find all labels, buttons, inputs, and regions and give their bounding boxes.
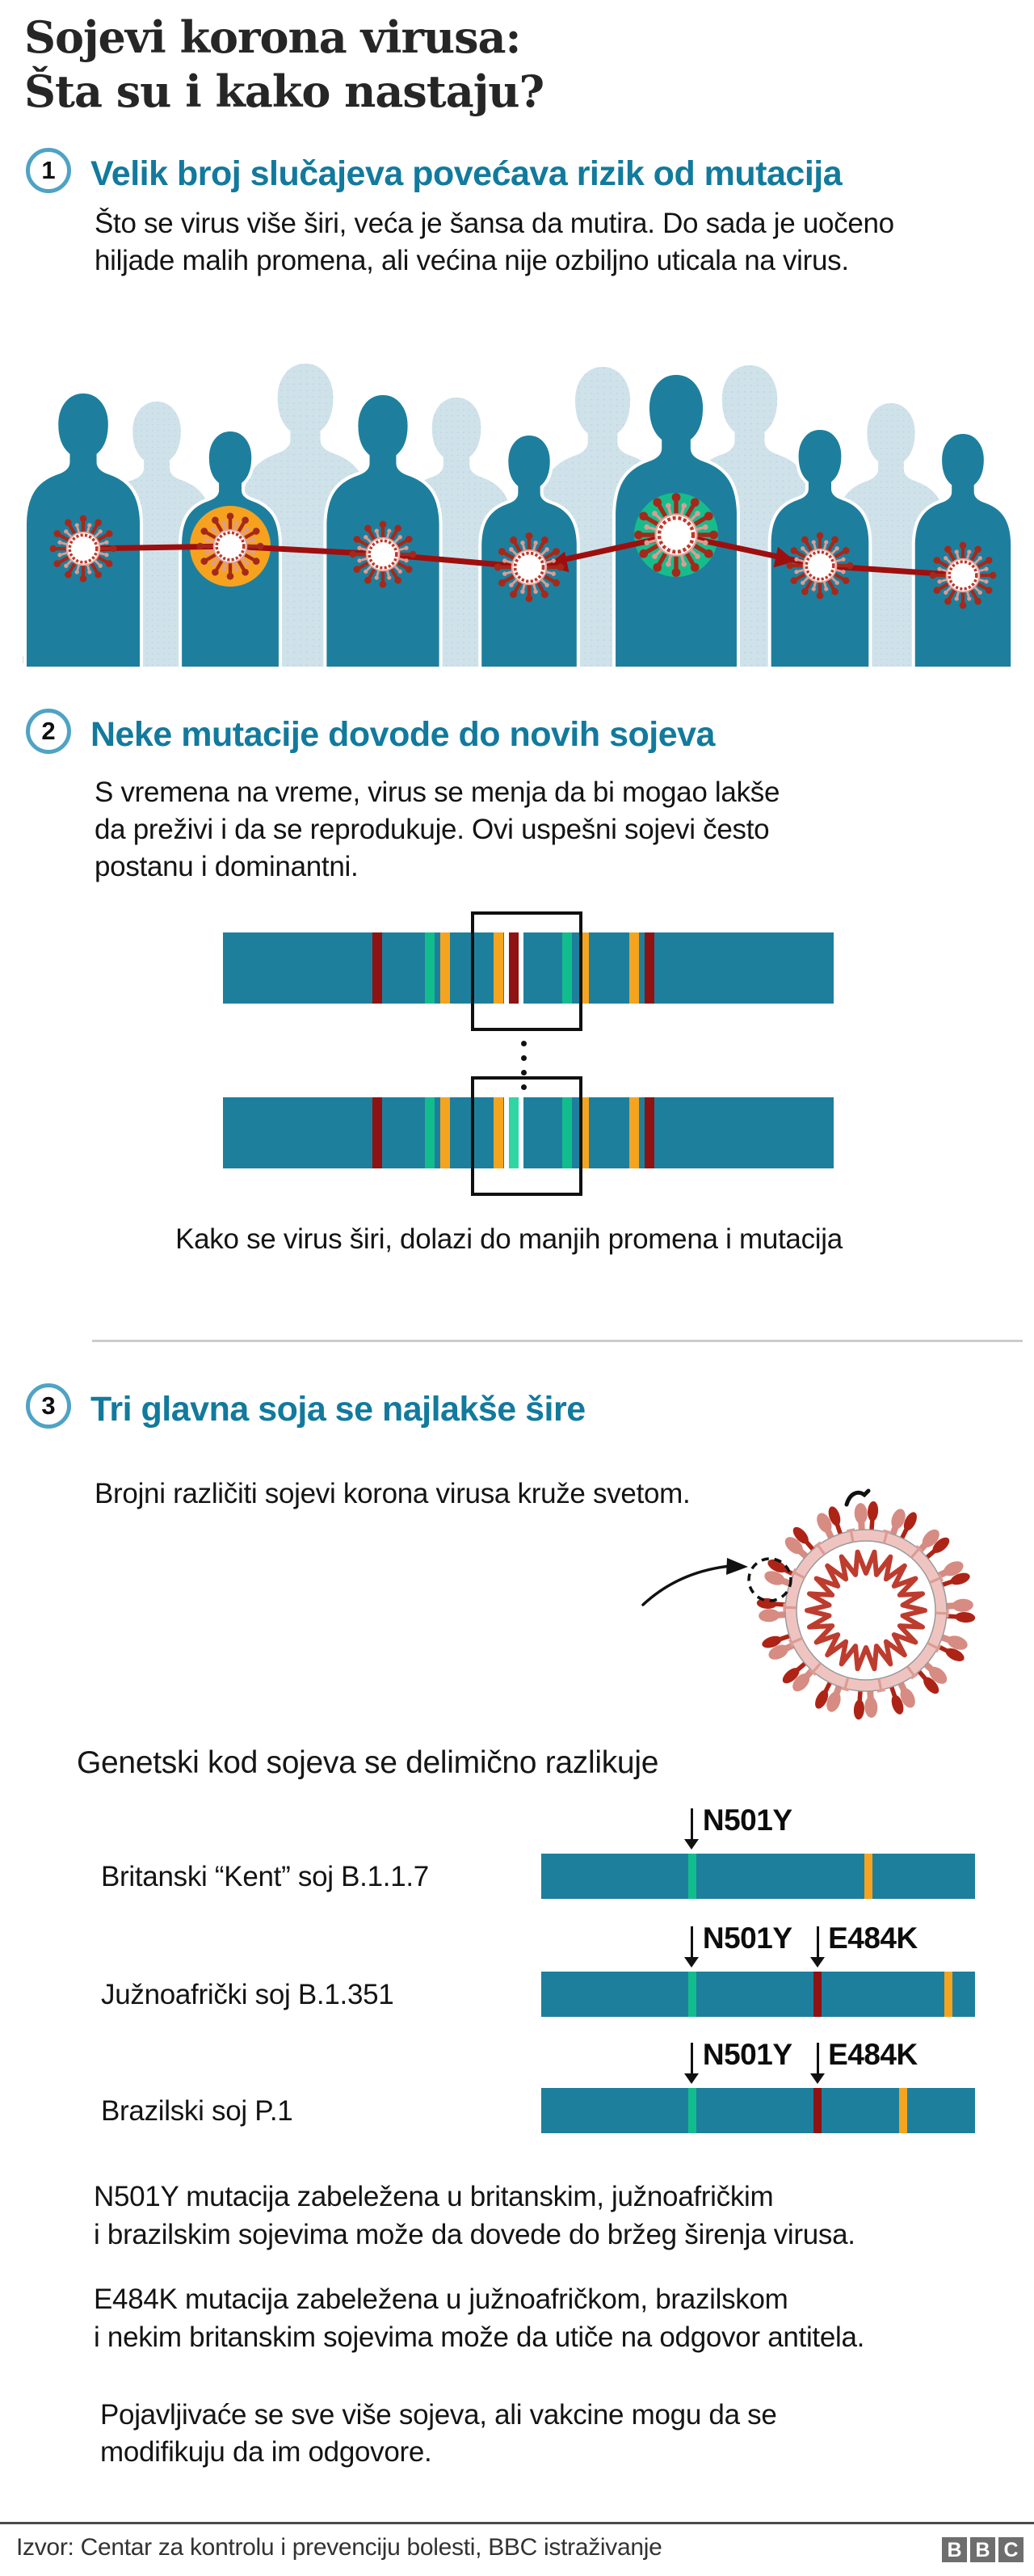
genome-stripe-dark_red bbox=[645, 932, 654, 1004]
mutation-arrow bbox=[817, 2043, 819, 2073]
genome-stripe-dark_red bbox=[645, 1097, 654, 1168]
section-2-body-line: S vremena na vreme, virus se menja da bi mogao lakše bbox=[95, 777, 780, 808]
mutation-label: E484K bbox=[828, 2038, 918, 2071]
section-2-body-line: postanu i dominantni. bbox=[95, 851, 359, 882]
genome-stripe-dark_red bbox=[372, 932, 382, 1004]
note-vaccines-line: Pojavljivaće se sve više sojeva, ali vakcine mogu da se bbox=[100, 2399, 777, 2431]
section-divider bbox=[92, 1340, 1023, 1342]
section-3-number-badge: 3 bbox=[26, 1383, 71, 1429]
strain-label: Britanski “Kent” soj B.1.1.7 bbox=[101, 1861, 429, 1892]
strain-label: Brazilski soj P.1 bbox=[101, 2095, 293, 2127]
genome-stripe-dark_red bbox=[372, 1097, 382, 1168]
genome-diagram-caption: Kako se virus širi, dolazi do manjih promena i mutacija bbox=[175, 1223, 843, 1255]
strain-label: Južnoafrički soj B.1.351 bbox=[101, 1979, 394, 2010]
genome-stripe-green bbox=[425, 932, 435, 1004]
strain-stripe-green bbox=[688, 2088, 696, 2133]
strain-genome-bar bbox=[541, 1854, 975, 1899]
genome-stripe-orange bbox=[629, 932, 639, 1004]
mutation-arrow bbox=[691, 2043, 693, 2073]
mutation-label: E484K bbox=[828, 1921, 918, 1955]
strain-stripe-green bbox=[688, 1972, 696, 2017]
section-1-number-badge: 1 bbox=[26, 148, 71, 193]
section-1-body-line: hiljade malih promena, ali većina nije ozbiljno uticala na virus. bbox=[95, 245, 849, 276]
section-3-body-line: Brojni različiti sojevi korona virusa kruže svetom. bbox=[95, 1478, 691, 1509]
genome-stripe-orange bbox=[629, 1097, 639, 1168]
genome-stripe-orange bbox=[440, 932, 450, 1004]
strain-genome-bar bbox=[541, 2088, 975, 2133]
mutation-arrow bbox=[691, 1808, 693, 1839]
page-title-line-1: Sojevi korona virusa: bbox=[24, 11, 521, 63]
section-2-heading: Neke mutacije dovode do novih sojeva bbox=[90, 715, 715, 754]
mutation-zoom-box-bottom bbox=[471, 1076, 582, 1196]
note-n501y-line: N501Y mutacija zabeležena u britanskim, južnoafričkim bbox=[94, 2181, 774, 2212]
cropped-label-mark bbox=[847, 1491, 868, 1505]
mutation-arrow bbox=[691, 1926, 693, 1957]
mutation-label: N501Y bbox=[702, 1804, 792, 1837]
strain-stripe-orange bbox=[944, 1972, 952, 2017]
section-2-number-badge: 2 bbox=[26, 709, 71, 754]
note-e484k-line: i nekim britanskim sojevima može da utiče na odgovor antitela. bbox=[94, 2321, 865, 2353]
strain-stripe-orange bbox=[899, 2088, 907, 2133]
strains-subheading: Genetski kod sojeva se delimično razlikuje bbox=[77, 1745, 659, 1780]
bbc-logo-letter: C bbox=[998, 2537, 1023, 2562]
strain-stripe-dark_red bbox=[813, 1972, 822, 2017]
mutation-arrow bbox=[817, 1926, 819, 1957]
coronavirus-illustration bbox=[630, 1487, 1034, 1729]
strain-stripe-orange bbox=[864, 1854, 872, 1899]
note-vaccines-line: modifikuju da im odgovore. bbox=[100, 2436, 432, 2468]
section-1-body-line: Što se virus više širi, veća je šansa da mutira. Do sada je uočeno bbox=[95, 208, 894, 239]
note-n501y-line: i brazilskim sojevima može da dovede do bržeg širenja virusa. bbox=[94, 2219, 855, 2250]
pointer-arrowhead bbox=[726, 1558, 748, 1575]
bbc-logo-letter: B bbox=[970, 2537, 995, 2562]
note-e484k-line: E484K mutacija zabeležena u južnoafričkom, brazilskom bbox=[94, 2283, 788, 2315]
page-title-line-2: Šta su i kako nastaju? bbox=[24, 65, 544, 117]
strain-stripe-dark_red bbox=[813, 2088, 822, 2133]
mutation-zoom-box-top bbox=[471, 911, 582, 1031]
section-3-heading: Tri glavna soja se najlakše šire bbox=[90, 1390, 586, 1429]
mutation-label: N501Y bbox=[702, 1921, 792, 1955]
pointer-arrow bbox=[643, 1566, 730, 1605]
bbc-logo-letter: B bbox=[942, 2537, 967, 2562]
strain-stripe-green bbox=[688, 1854, 696, 1899]
strain-genome-bar bbox=[541, 1972, 975, 2017]
source-credit: Izvor: Centar za kontrolu i prevenciju bolesti, BBC istraživanje bbox=[16, 2534, 662, 2561]
footer-divider bbox=[0, 2522, 1034, 2524]
crowd-transmission-illustration bbox=[0, 343, 1034, 667]
genome-stripe-orange bbox=[440, 1097, 450, 1168]
mutation-label: N501Y bbox=[702, 2038, 792, 2071]
section-2-body-line: da preživi i da se reprodukuje. Ovi uspešni sojevi često bbox=[95, 814, 770, 845]
genome-stripe-green bbox=[425, 1097, 435, 1168]
section-1-heading: Velik broj slučajeva povećava rizik od mutacija bbox=[90, 154, 843, 193]
